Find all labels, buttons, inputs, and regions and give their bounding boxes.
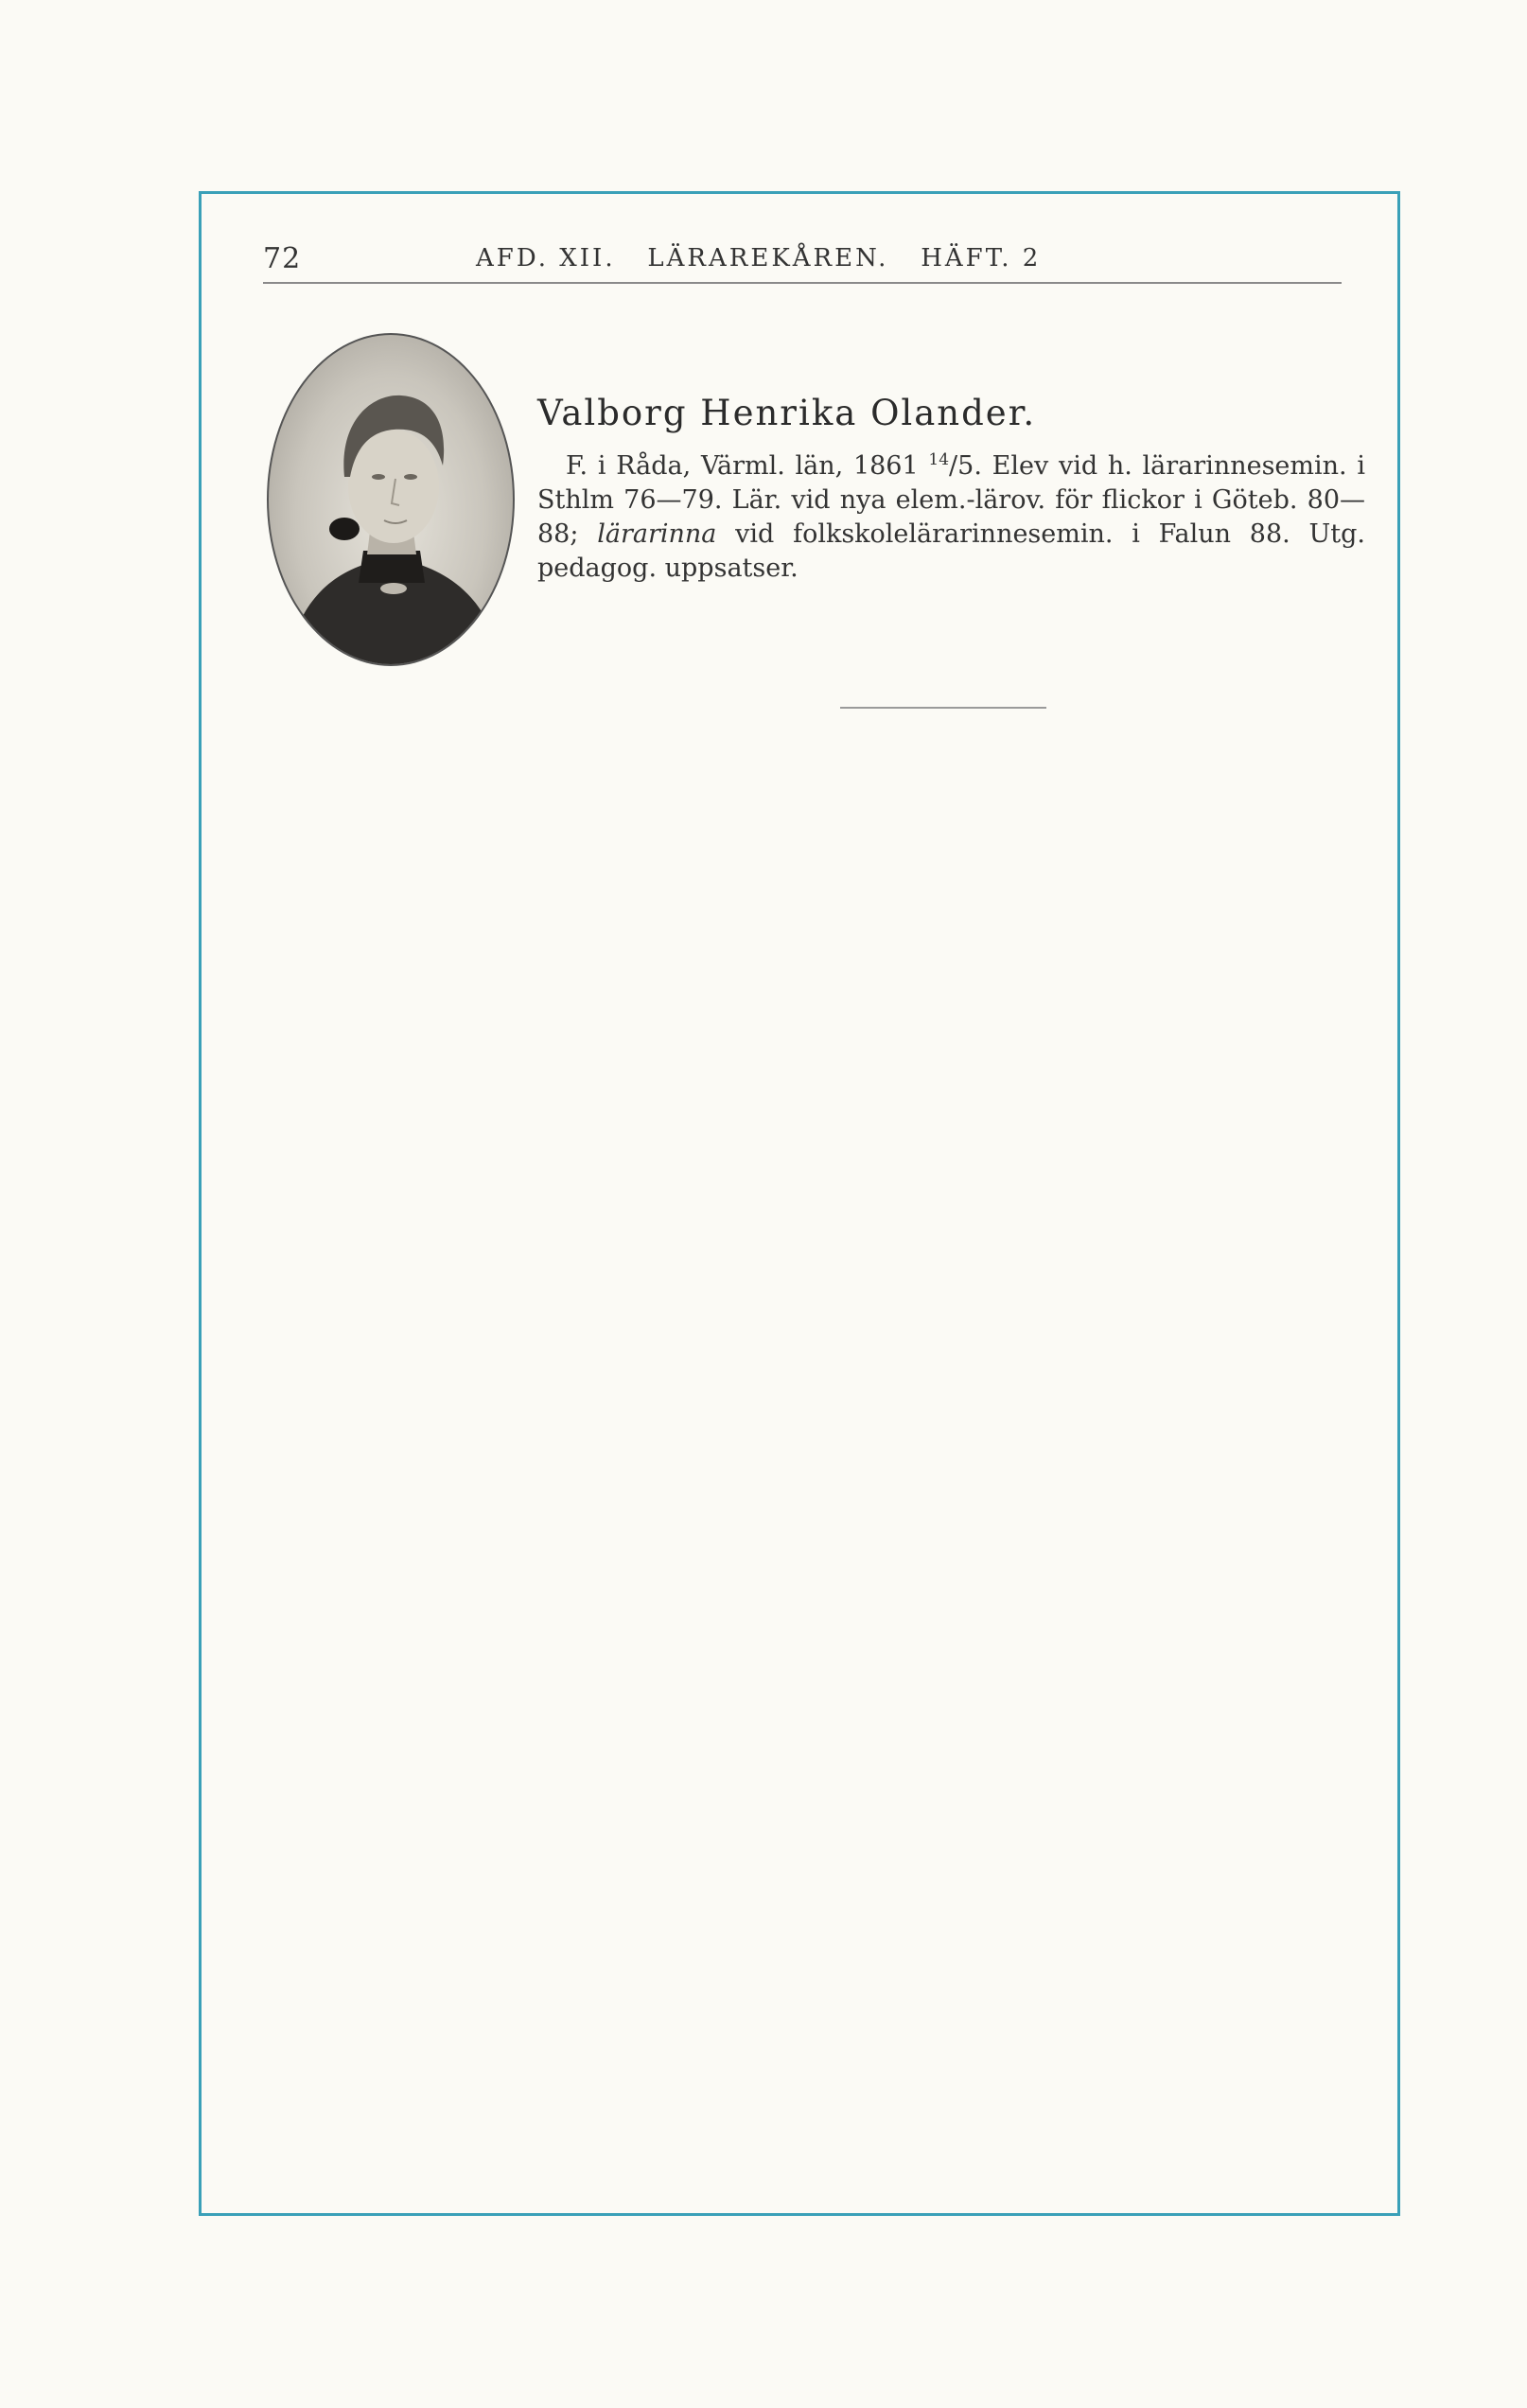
entry-biography: [537, 443, 1365, 586]
running-title: AFD. XII. LÄRAREKÅREN. HÄFT. 2: [476, 244, 1042, 272]
entry-text-part-3: vid folkskolelärarinnesemin. i Falun 88. Utg. pedagog. uppsatser.: [537, 519, 1365, 583]
entry-date-superscript: 14: [928, 450, 950, 469]
entry-text-part-2: /5. Elev vid h. lärarinnesemin. i Sthlm 76—79. Lär. vid nya elem.-lärov. för flickor i Göteb. 80—88;: [537, 451, 1365, 549]
portrait-figure: [269, 335, 513, 664]
running-head: [263, 238, 1342, 284]
portrait-photo: [267, 333, 515, 666]
page-number: 72: [263, 242, 302, 275]
entry-name: Valborg Henrika Olander.: [537, 393, 1037, 433]
entry-separator: [840, 707, 1046, 709]
entry-text-part-1: F. i Råda, Värml. län, 1861: [566, 451, 929, 481]
entry-text-italic: lärarinna: [597, 519, 717, 549]
